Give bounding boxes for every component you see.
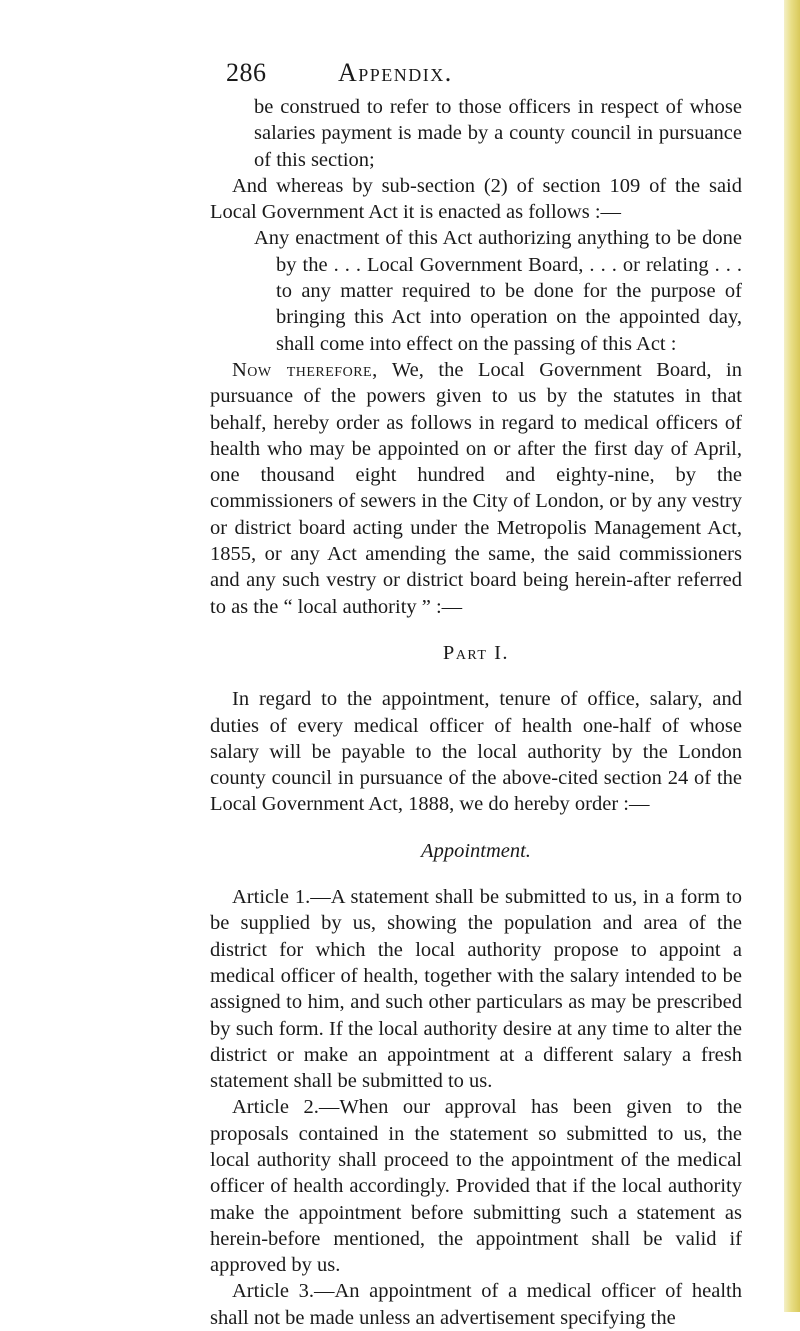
- running-title: Appendix.: [338, 58, 453, 87]
- article-2: Article 2.—When our approval has been given to the proposals contained in the statement so submitted to us, the local authority shall proceed to the appointment of the medical officer of health accordingly. Provided that if the local authority make the appointment before submitting such a statement as herein-before mentioned, the appointment shall be valid if approved by us.: [210, 1096, 742, 1277]
- article-3: Article 3.—An appointment of a medical officer of health shall not be made unless an advertisement specifying the: [210, 1280, 742, 1329]
- paragraph-order: [210, 357, 742, 620]
- paragraph-continuation: be construed to refer to those officers in respect of whose salaries payment is made by a county council in pursuance of this section;: [254, 96, 742, 171]
- order-lead-caps: Now therefore,: [232, 358, 378, 381]
- article-1: Article 1.—A statement shall be submitted to us, in a form to be supplied by us, showing the population and area of the district for which the local authority propose to appoint a medical officer of health, together with the salary intended to be assigned to him, and such other particulars as may be prescribed by such form. If the local authority desire at any time to alter the district or make an appointment at a different salary a fresh statement shall be submitted to us.: [210, 886, 742, 1093]
- page-body: [210, 94, 742, 1331]
- section-heading: Appointment.: [421, 839, 531, 862]
- page-header: [0, 58, 800, 98]
- part-heading: Part I.: [442, 641, 510, 664]
- paragraph-part-intro: In regard to the appointment, tenure of office, salary, and duties of every medical officer of health one-half of whose salary will be payable to the local authority by the London county council in pursuance of the above-cited section 24 of the Local Government Act, 1888, we do hereby order :—: [210, 688, 742, 816]
- order-text: We, the Local Government Board, in pursuance of the powers given to us by the statutes in that behalf, hereby order as follows in regard to medical officers of health who may be appointed on or after the first day of April, one thousand eight hundred and eighty-nine, by the commissioners of sewers in the City of London, or by any vestry or district board acting under the Metropolis Management Act, 1855, or any Act amending the same, the said commissioners and any such vestry or district board being herein-after referred to as the “ local authority ” :—: [210, 358, 742, 618]
- paragraph-whereas: And whereas by sub-section (2) of section 109 of the said Local Government Act it is enacted as follows :—: [210, 174, 742, 224]
- quoted-enactment: Any enactment of this Act authorizing anything to be done by the . . . Local Government Board, . . . or relating . . . to any matter required to be done for the purpose of bringing this Act into operation on the appointed day, shall come into effect on the passing of this Act :: [254, 227, 742, 355]
- page-edge: [784, 0, 800, 1312]
- page-number: 286: [226, 58, 267, 87]
